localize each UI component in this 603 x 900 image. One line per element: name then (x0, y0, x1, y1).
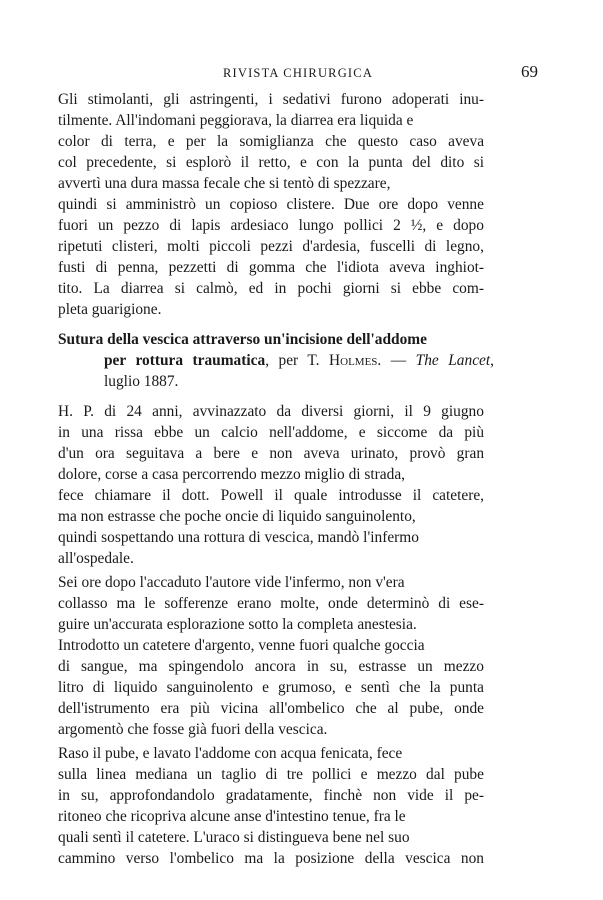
text-line: col precedente, si esplorò il retto, e con la punta del dito si (58, 154, 484, 171)
text-line: quindi si amministrò un copioso clistere. Due ore dopo venne (58, 196, 484, 213)
text-line: fuori un pezzo di lapis ardesiaco lungo pollici 2 ½, e dopo (58, 217, 484, 234)
text-line: di sangue, ma spingendolo ancora in su, estrasse un mezzo (58, 658, 484, 675)
text-line: dell'istrumento era più vicina all'ombelico che al pube, onde (58, 700, 485, 717)
text-line: litro di liquido sanguinolento e grumoso, e sentì che la punta (58, 679, 484, 696)
article-title: Sutura della vescica attraverso un'incisione dell'addome (58, 331, 427, 348)
text-line: tilmente. All'indomani peggiorava, la diarrea era liquida e (58, 112, 414, 129)
text-line: pleta guarigione. (58, 301, 162, 318)
text-line: all'ospedale. (58, 550, 134, 567)
text-line: avvertì una dura massa fecale che si tentò di spezzare, (58, 175, 391, 192)
text-line: fece chiamare il dott. Powell il quale introdusse il catetere, (58, 487, 485, 504)
dash-separator: . — (377, 352, 416, 369)
article-title-continued (104, 351, 494, 371)
page-header (58, 62, 538, 86)
text-line: color di terra, e per la somiglianza che questo caso aveva (58, 133, 485, 150)
text-line: argomentò che fosse già fuori della vescica. (58, 721, 328, 738)
text-line: Sei ore dopo l'accaduto l'autore vide l'infermo, non v'era (58, 574, 405, 591)
page-number: 69 (521, 62, 538, 81)
text-line: collasso ma le sofferenze erano molte, onde determinò di ese- (58, 595, 484, 612)
text-line: in una rissa ebbe un calcio nell'addome, e siccome da più (58, 424, 485, 441)
journal-name: The Lancet (415, 352, 491, 369)
text-line: tito. La diarrea si calmò, ed in pochi giorni si ebbe com- (58, 280, 484, 297)
text-line: ripetuti clisteri, molti piccoli pezzi d'ardesia, fuscelli di legno, (58, 238, 484, 255)
text-line: ma non estrasse che poche oncie di liquido sanguinolento, (58, 508, 416, 525)
text-line: quindi sospettando una rottura di vescica, mandò l'infermo (58, 529, 419, 546)
article-date: luglio 1887. (104, 373, 179, 390)
article-author: Holmes (329, 352, 378, 369)
text-line: guire un'accurata esplorazione sotto la completa anestesia. (58, 616, 417, 633)
text-line: ritoneo che ricopriva alcune anse d'intestino tenue, fra le (58, 808, 406, 825)
text-line: cammino verso l'ombelico ma la posizione della vescica non (58, 850, 485, 867)
text-line: quali sentì il catetere. L'uraco si distingueva bene nel suo (58, 829, 410, 846)
separator: , per T. (265, 352, 330, 369)
text-line: Raso il pube, e lavato l'addome con acqua fenicata, fece (58, 745, 403, 762)
text-line: Introdotto un catetere d'argento, venne fuori qualche goccia (58, 637, 425, 654)
text-line: sulla linea mediana un taglio di tre pollici e mezzo dal pube (58, 766, 484, 783)
text-line: dolore, corse a casa percorrendo mezzo miglio di strada, (58, 466, 405, 483)
text-line: in su, approfondandolo gradatamente, finchè non vide il pe- (58, 787, 485, 804)
comma: , (490, 352, 494, 369)
article-title-end: per rottura traumatica (104, 352, 266, 369)
running-title: RIVISTA CHIRURGICA (222, 66, 374, 80)
text-line: Gli stimolanti, gli astringenti, i sedativi furono adoperati inu- (58, 91, 484, 108)
text-line: d'un ora seguitava a bere e non aveva urinato, provò gran (58, 445, 485, 462)
text-line: fusti di penna, pezzetti di gomma che l'idiota aveva inghiot- (58, 259, 485, 276)
text-line: H. P. di 24 anni, avvinazzato da diversi giorni, il 9 giugno (58, 403, 484, 420)
